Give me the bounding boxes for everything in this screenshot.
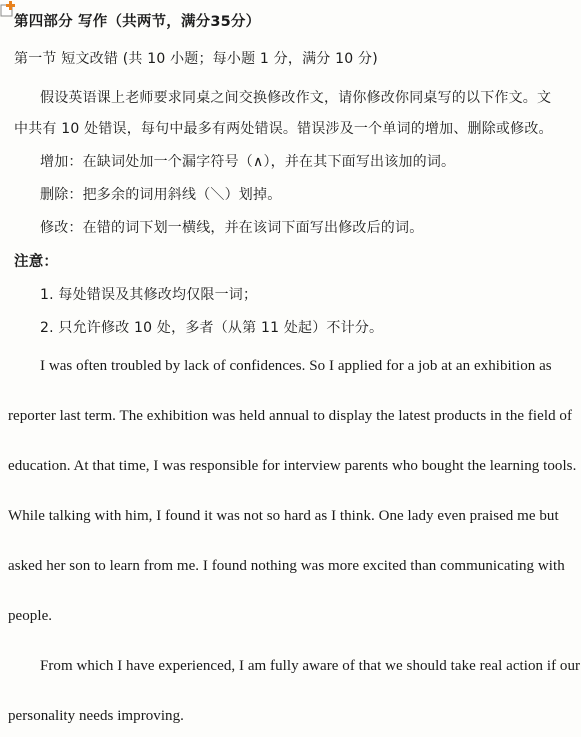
essay-line: reporter last term. The exhibition was held annual to display the latest products in the field of [8,408,573,424]
note-item-2: 2. 只允许修改 10 处，多者（从第 11 处起）不计分。 [40,320,384,336]
essay-line: I was often troubled by lack of confidences. So I applied for a job at an exhibition as [40,358,552,374]
essay-line: asked her son to learn from me. I found nothing was more excited than communicating with [8,558,565,574]
essay-line: education. At that time, I was responsible for interview parents who bought the learning tools. [8,458,577,474]
section-heading: 第一节 短文改错 (共 10 小题；每小题 1 分，满分 10 分) [14,51,378,67]
instruction-modify: 修改：在错的词下划一横线，并在该词下面写出修改后的词。 [40,220,424,236]
essay-line: While talking with him, I found it was not so hard as I think. One lady even praised me but [8,508,559,524]
essay-line: personality needs improving. [8,708,184,724]
instruction-delete: 删除：把多余的词用斜线（＼）划掉。 [40,187,282,203]
instruction-line-1: 假设英语课上老师要求同桌之间交换修改作文，请你修改你同桌写的以下作文。文 [40,90,552,106]
part-title: 第四部分 写作（共两节，满分35分） [14,14,261,30]
instruction-line-2: 中共有 10 处错误，每句中最多有两处错误。错误涉及一个单词的增加、删除或修改。 [14,121,553,137]
notes-label: 注意： [14,254,59,270]
essay-line: From which I have experienced, I am fully aware of that we should take real action if our [40,658,581,674]
note-item-1: 1. 每处错误及其修改均仅限一词； [40,287,258,303]
essay-line: people. [8,608,53,624]
instruction-add: 增加：在缺词处加一个漏字符号（∧），并在其下面写出该加的词。 [40,154,456,170]
